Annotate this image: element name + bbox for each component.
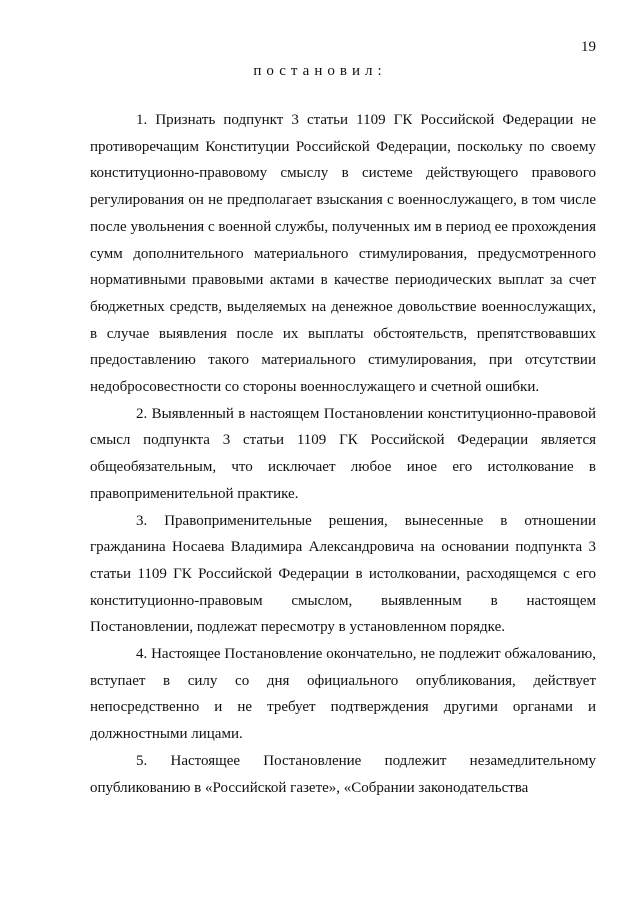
paragraph-2: 2. Выявленный в настоящем Постановлении конституционно-правовой смысл подпункта 3 статьи 1109 ГК Российской Федерации является общеобязательным, что исключает любое иное его истолкование в правоприменительной практике.: [90, 405, 596, 502]
resolution-heading: постановил:: [253, 63, 387, 79]
page-number: 19: [581, 39, 596, 55]
paragraph-1: 1. Признать подпункт 3 статьи 1109 ГК Российской Федерации не противоречащим Конституции Российской Федерации, поскольку по своему конституционно-правовому смыслу в системе действующего правового регулирования он не предполагает взыскания с военнослужащего, в том числе после увольнения с военной службы, полученных им в период ее прохождения сумм дополнительного материального стимулирования, предусмотренного нормативными правовыми актами в качестве периодических выплат за счет бюджетных средств, выделяемых на денежное довольствие военнослужащих, в случае выявления после их выплаты обстоятельств, препятствовавших предоставлению такого материального стимулирования, при отсутствии недобросовестности со стороны военнослужащего и счетной ошибки.: [90, 112, 596, 396]
document-body: [90, 107, 596, 801]
paragraph-3: 3. Правоприменительные решения, вынесенные в отношении гражданина Носаева Владимира Александровича на основании подпункта 3 статьи 1109 ГК Российской Федерации в истолковании, расходящемся с его конституционно-правовым смыслом, выявленным в настоящем Постановлении, подлежат пересмотру в установленном порядке.: [90, 512, 596, 636]
paragraph-5: 5. Настоящее Постановление подлежит незамедлительному опубликованию в «Российской газете», «Собрании законодательства: [90, 752, 596, 796]
paragraph-4: 4. Настоящее Постановление окончательно, не подлежит обжалованию, вступает в силу со дня официального опубликования, действует непосредственно и не требует подтверждения другими органами и должностными лицами.: [90, 646, 596, 743]
